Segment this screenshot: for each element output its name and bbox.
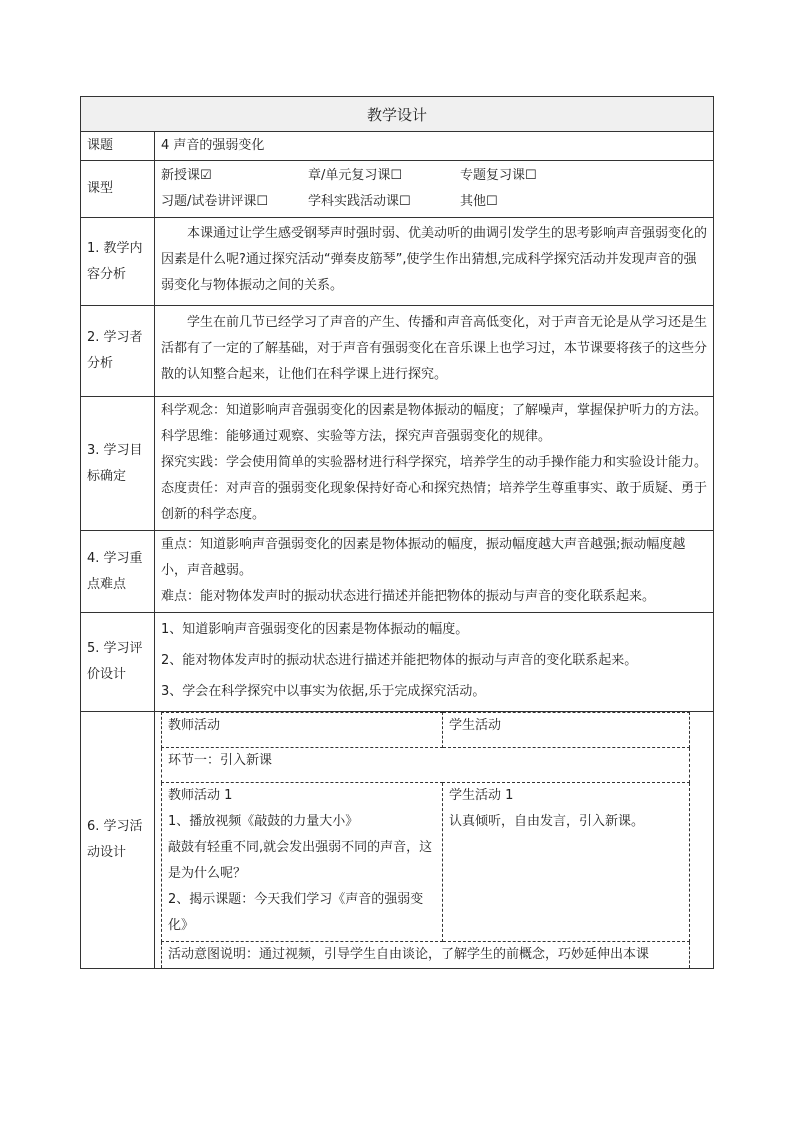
title-row bbox=[81, 97, 714, 132]
lesson-type-option[interactable]: 习题/试卷讲评课☐ bbox=[161, 194, 269, 209]
lesson-plan-table bbox=[80, 96, 714, 969]
teacher-activity-cell bbox=[162, 783, 443, 942]
activity-header-row bbox=[162, 713, 690, 748]
topic-row bbox=[81, 132, 714, 161]
key-point-line: 重点：知道影响声音强弱变化的因素是物体振动的幅度，振动幅度越大声音越强;振动幅度越小，声音越弱。 bbox=[161, 537, 686, 578]
goal-line: 探究实践：学会使用简单的实验器材进行科学探究，培养学生的动手操作能力和实验设计能力。 bbox=[161, 455, 708, 470]
evaluation-line: 2、能对物体发声时的振动状态进行描述并能把物体的振动与声音的变化联系起来。 bbox=[161, 653, 638, 668]
teacher-activity-line: 1、播放视频《敲鼓的力量大小》 bbox=[168, 814, 359, 829]
lesson-type-label: 课型 bbox=[81, 161, 155, 218]
student-activity-cell bbox=[443, 783, 690, 942]
section-learning-goals bbox=[81, 397, 714, 531]
checkbox-icon[interactable]: ☐ bbox=[390, 168, 403, 183]
lesson-plan-document bbox=[80, 96, 713, 969]
teacher-activity-line: 敲鼓有轻重不同,就会发出强弱不同的声音，这是为什么呢？ bbox=[168, 840, 433, 881]
teacher-activity-line: 2、揭示课题：今天我们学习《声音的强弱变化》 bbox=[168, 892, 424, 933]
lesson-type-options bbox=[161, 163, 707, 215]
goal-line: 科学思维：能够通过观察、实验等方法，探究声音强弱变化的规律。 bbox=[161, 429, 552, 444]
lesson-type-option[interactable]: 专题复习课☐ bbox=[460, 168, 537, 183]
checkbox-icon[interactable]: ☐ bbox=[486, 194, 498, 209]
section-label: 3. 学习目标确定 bbox=[81, 397, 155, 531]
lesson-type-option[interactable]: 学科实践活动课☐ bbox=[308, 194, 411, 209]
activity-row bbox=[162, 783, 690, 942]
document-title: 教学设计 bbox=[81, 97, 714, 132]
lesson-type-option[interactable]: 其他☐ bbox=[460, 194, 498, 209]
goal-line: 科学观念：知道影响声音强弱变化的因素是物体振动的幅度；了解噪声，掌握保护听力的方法。 bbox=[161, 403, 708, 418]
checkbox-icon[interactable]: ☐ bbox=[525, 168, 537, 183]
student-activity-line: 认真倾听，自由发言，引入新课。 bbox=[449, 814, 645, 829]
section-label: 6. 学习活动设计 bbox=[81, 712, 155, 969]
difficulty-line: 难点：能对物体发声时的振动状态进行描述并能把物体的振动与声音的变化联系起来。 bbox=[161, 589, 656, 604]
section-activity-design bbox=[81, 712, 714, 969]
evaluation-line: 1、知道影响声音强弱变化的因素是物体振动的幅度。 bbox=[161, 622, 469, 637]
checkbox-icon[interactable]: ☐ bbox=[399, 194, 411, 209]
goal-line: 态度责任：对声音的强弱变化现象保持好奇心和探究热情；培养学生尊重事实、敢于质疑、勇于创新的科学态度。 bbox=[161, 481, 708, 522]
topic-label: 课题 bbox=[81, 132, 155, 161]
topic-value: 4 声音的强弱变化 bbox=[155, 132, 714, 161]
section-label: 2. 学习者分析 bbox=[81, 306, 155, 397]
intent-row bbox=[162, 942, 690, 969]
section-text: 学生在前几节已经学习了声音的产生、传播和声音高低变化，对于声音无论是从学习还是生活都有了一定的了解基础，对于声音有强弱变化在音乐课上也学习过，本节课要将孩子的这些分散的认知整合起来，让他们在科学课上进行探究。 bbox=[161, 315, 708, 382]
section-content-analysis bbox=[81, 218, 714, 306]
teacher-activity-header: 教师活动 bbox=[162, 713, 443, 748]
section-evaluation-design bbox=[81, 613, 714, 712]
section-learner-analysis bbox=[81, 306, 714, 397]
stage-row bbox=[162, 748, 690, 783]
section-key-points bbox=[81, 531, 714, 613]
evaluation-line: 3、学会在科学探究中以事实为依据,乐于完成探究活动。 bbox=[161, 684, 486, 699]
activity-table bbox=[161, 712, 690, 968]
teacher-activity-title: 教师活动 1 bbox=[168, 788, 233, 803]
stage-title: 环节一：引入新课 bbox=[162, 748, 690, 783]
lesson-type-option[interactable]: 新授课☑ bbox=[161, 168, 212, 183]
checkbox-icon[interactable]: ☐ bbox=[256, 194, 269, 209]
checked-box-icon[interactable]: ☑ bbox=[200, 168, 212, 183]
section-text: 本课通过让学生感受钢琴声时强时弱、优美动听的曲调引发学生的思考影响声音强弱变化的因素是什么呢?通过探究活动“弹奏皮筋琴”,使学生作出猜想,完成科学探究活动并发现声音的强弱变化与物体振动之间的关系。 bbox=[161, 226, 708, 293]
lesson-type-row bbox=[81, 161, 714, 218]
section-label: 5. 学习评价设计 bbox=[81, 613, 155, 712]
section-label: 4. 学习重点难点 bbox=[81, 531, 155, 613]
lesson-type-option[interactable]: 章/单元复习课☐ bbox=[308, 168, 403, 183]
student-activity-header: 学生活动 bbox=[443, 713, 690, 748]
activity-intent: 活动意图说明：通过视频，引导学生自由谈论，了解学生的前概念，巧妙延伸出本课 bbox=[162, 942, 690, 969]
student-activity-title: 学生活动 1 bbox=[449, 788, 514, 803]
section-label: 1. 教学内容分析 bbox=[81, 218, 155, 306]
